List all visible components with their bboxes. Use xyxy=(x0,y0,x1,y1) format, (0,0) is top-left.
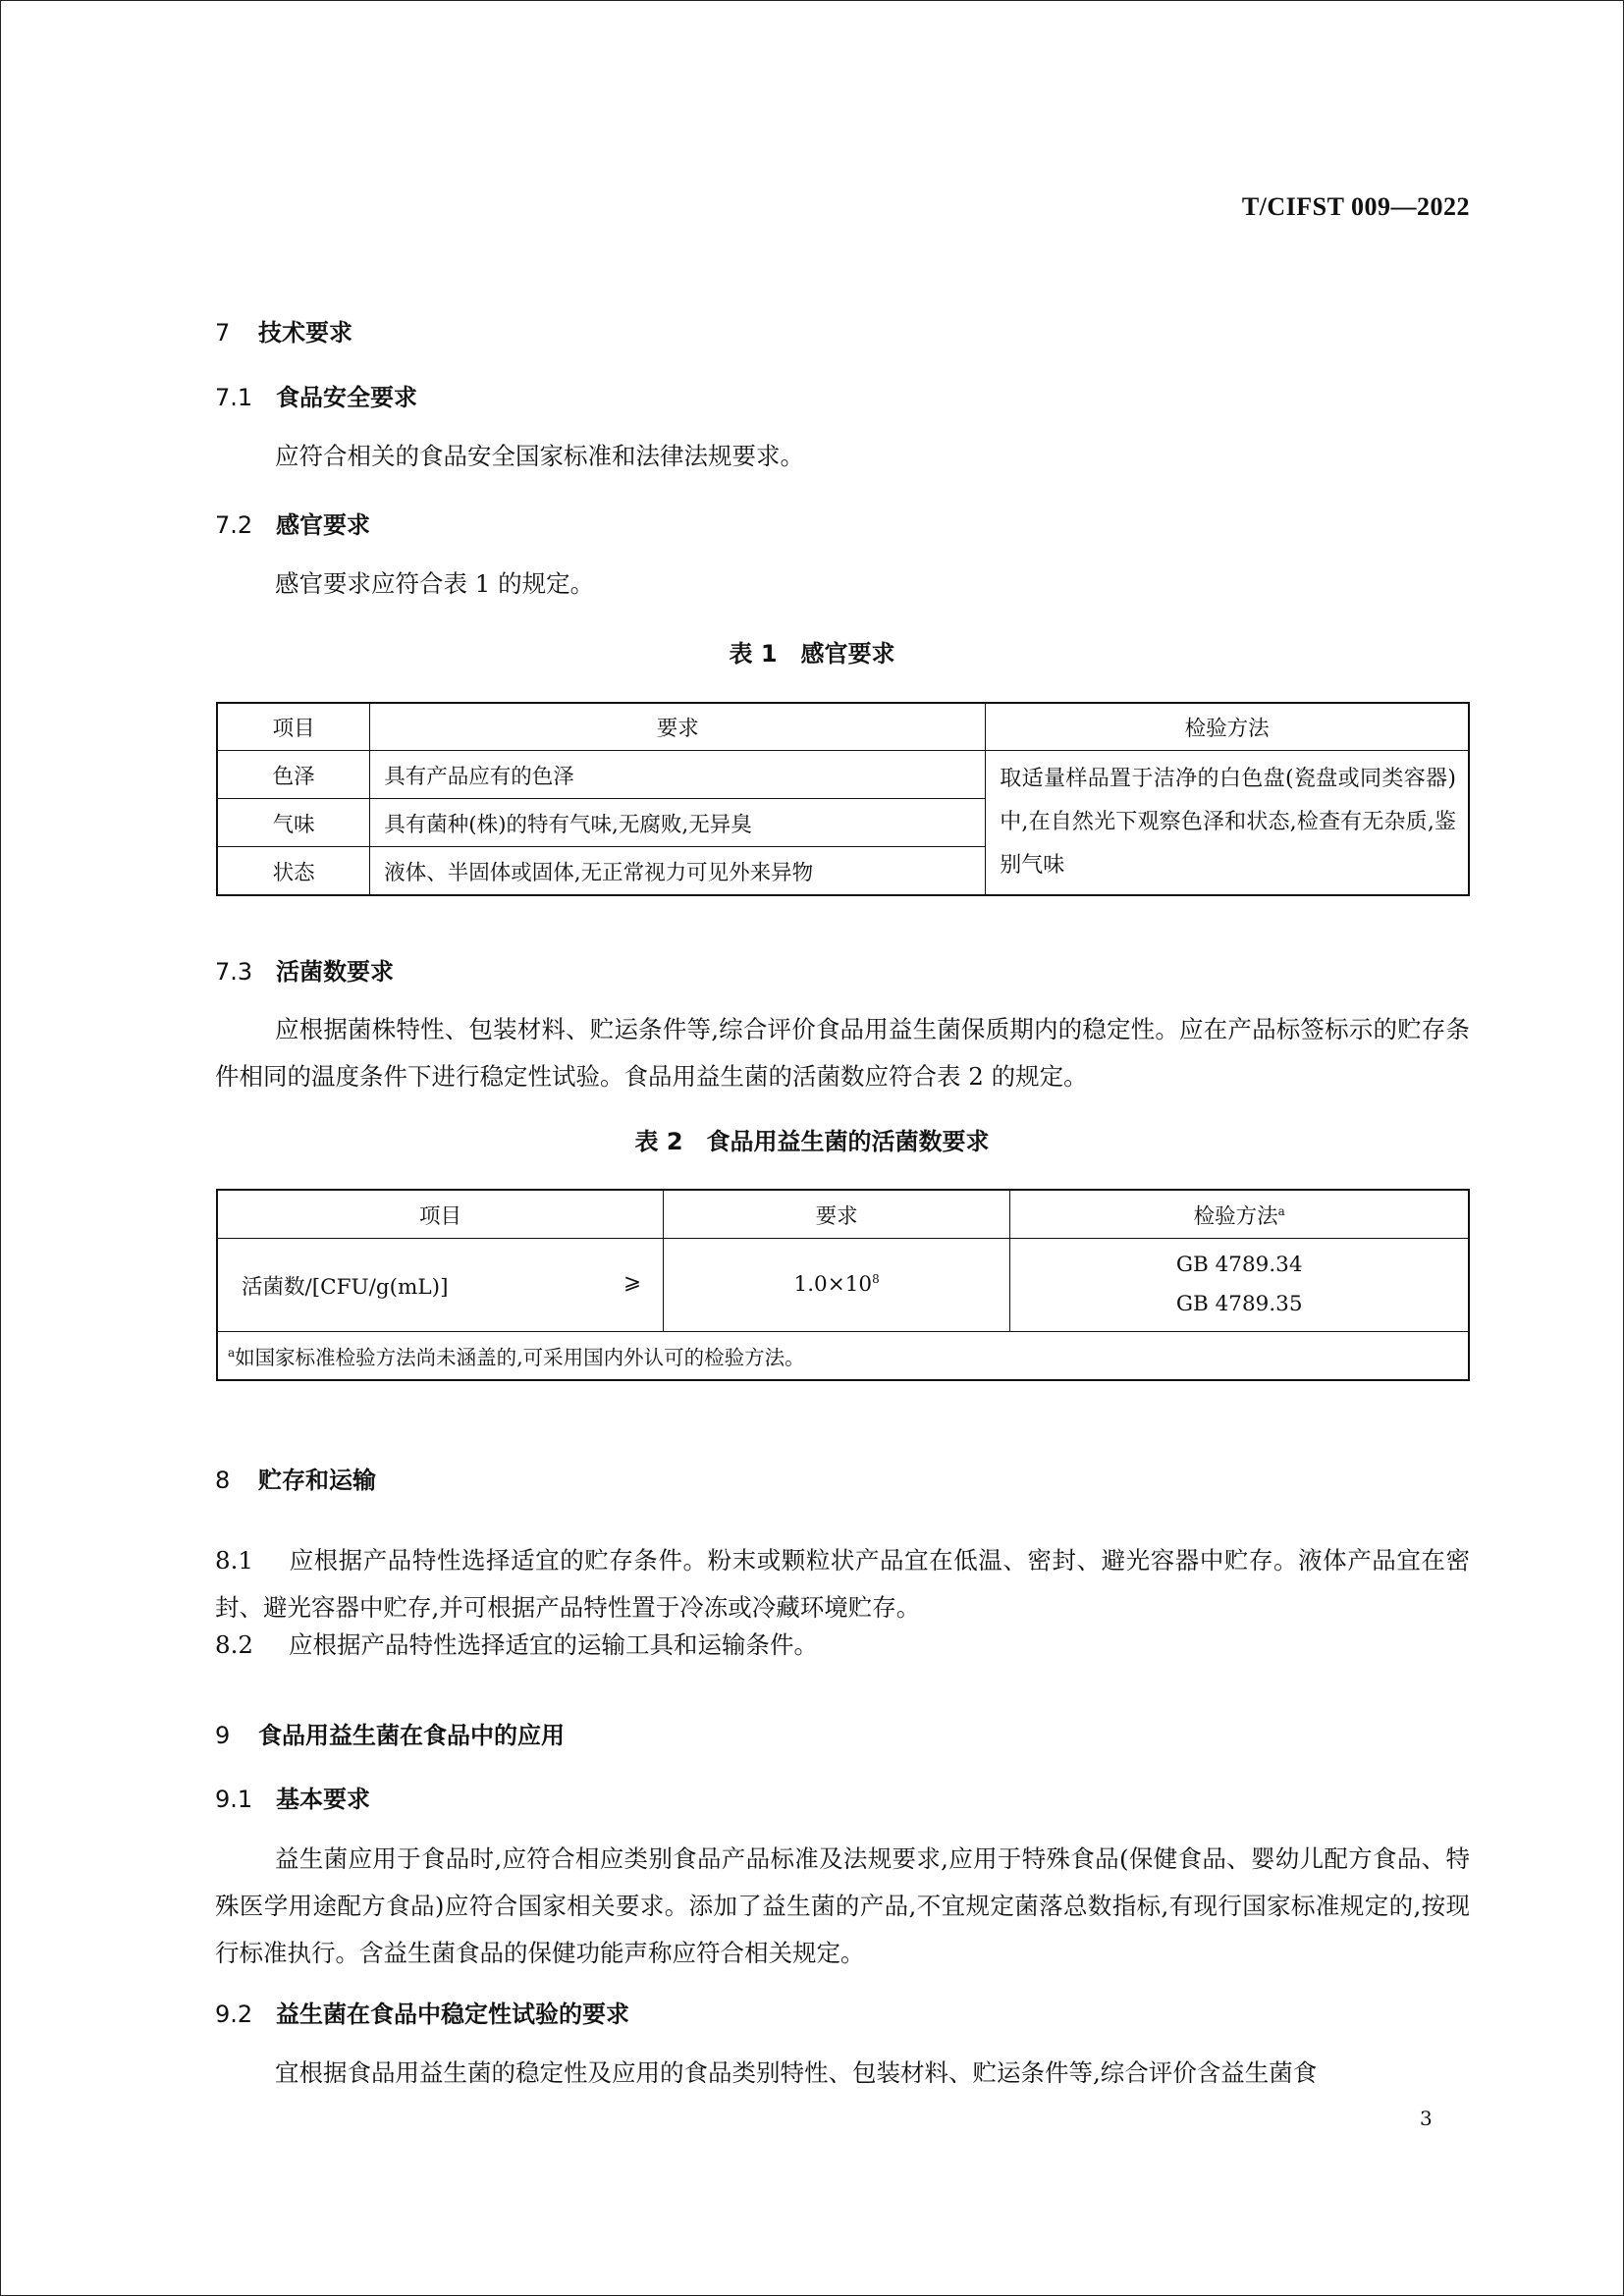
table-cell: 色泽 xyxy=(217,751,370,799)
section-8-2-text: 8.2 应根据产品特性选择适宜的运输工具和运输条件。 xyxy=(215,1630,818,1659)
section-9-2-heading: 9.2 益生菌在食品中稳定性试验的要求 xyxy=(215,2001,629,2028)
ge-sign: ⩾ xyxy=(623,1269,641,1295)
section-7-3-heading: 7.3 活菌数要求 xyxy=(215,958,394,986)
table-cell: 气味 xyxy=(217,799,370,847)
table-row xyxy=(217,1239,1469,1332)
section-7-3-text: 应根据菌株特性、包装材料、贮运条件等,综合评价食品用益生菌保质期内的稳定性。应在产品标签标示的贮存条件相同的温度条件下进行稳定性试验。食品用益生菌的活菌数应符合表 2 的规定。 xyxy=(215,1015,1470,1091)
table-2 xyxy=(216,1189,1470,1381)
section-9-2-text: 宜根据食品用益生菌的稳定性及应用的食品类别特性、包装材料、贮运条件等,综合评价含益生菌食 xyxy=(275,2058,1318,2087)
table-1 xyxy=(216,702,1470,896)
table-2-item-cell: 活菌数/[CFU/g(mL)] ⩾ xyxy=(217,1239,663,1332)
page-number: 3 xyxy=(1420,2107,1433,2130)
exponent: 8 xyxy=(872,1271,880,1286)
table-row xyxy=(217,751,1469,799)
table-2-value-cell: $1.0\times 10^8$ xyxy=(663,1239,1009,1332)
section-7-1-text: 应符合相关的食品安全国家标准和法律法规要求。 xyxy=(275,442,804,470)
table-cell: 液体、半固体或固体,无正常视力可见外来异物 xyxy=(370,847,986,896)
section-9-1-heading: 9.1 基本要求 xyxy=(215,1786,370,1813)
table-2-header-item: 项目 xyxy=(217,1190,663,1239)
table-2-header-method: 检验方法$^a$ xyxy=(1010,1190,1469,1239)
table-1-caption: 表 1 感官要求 xyxy=(729,640,895,667)
table-2-header-row xyxy=(217,1190,1469,1239)
table-cell: 状态 xyxy=(217,847,370,896)
section-9-1-text: 益生菌应用于食品时,应符合相应类别食品产品标准及法规要求,应用于特殊食品(保健食品、婴幼儿配方食品、特殊医学用途配方食品)应符合国家相关要求。添加了益生菌的产品,不宜规定菌落总数指标,有现行国家标准规定的,按现行标准执行。含益生菌食品的保健功能声称应符合相关规定。 xyxy=(215,1844,1470,1967)
section-7-2-heading: 7.2 感官要求 xyxy=(215,511,370,539)
section-7-2-text: 感官要求应符合表 1 的规定。 xyxy=(275,569,595,598)
footnote-marker: a xyxy=(1277,1203,1285,1218)
table-2-footnote-row xyxy=(217,1332,1469,1381)
section-7-heading: 7 技术要求 xyxy=(215,319,352,347)
table-cell: 具有产品应有的色泽 xyxy=(370,751,986,799)
table-2-footnote: $^a$如国家标准检验方法尚未涵盖的,可采用国内外认可的检验方法。 xyxy=(217,1332,1469,1381)
table-cell: 具有菌种(株)的特有气味,无腐败,无异臭 xyxy=(370,799,986,847)
section-7-1-heading: 7.1 食品安全要求 xyxy=(215,384,417,411)
table-2-caption: 表 2 食品用益生菌的活菌数要求 xyxy=(634,1128,990,1155)
section-8-1-text: 8.1 应根据产品特性选择适宜的贮存条件。粉末或颗粒状产品宜在低温、密封、避光容器中贮存。液体产品宜在密封、避光容器中贮存,并可根据产品特性置于冷冻或冷藏环境贮存。 xyxy=(215,1546,1470,1622)
table-1-header-req: 要求 xyxy=(370,703,986,751)
table-2-method-cell: GB 4789.34 GB 4789.35 xyxy=(1010,1239,1469,1332)
table-1-header-item: 项目 xyxy=(217,703,370,751)
document-code: T/CIFST 009—2022 xyxy=(1241,192,1470,221)
section-9-heading: 9 食品用益生菌在食品中的应用 xyxy=(215,1722,565,1749)
table-1-header-row xyxy=(217,703,1469,751)
table-1-method-cell: 取适量样品置于洁净的白色盘(瓷盘或同类容器)中,在自然光下观察色泽和状态,检查有无杂质,鉴别气味 xyxy=(986,751,1469,896)
table-1-header-method: 检验方法 xyxy=(986,703,1469,751)
table-2-header-req: 要求 xyxy=(663,1190,1009,1239)
section-8-heading: 8 贮存和运输 xyxy=(215,1467,376,1494)
